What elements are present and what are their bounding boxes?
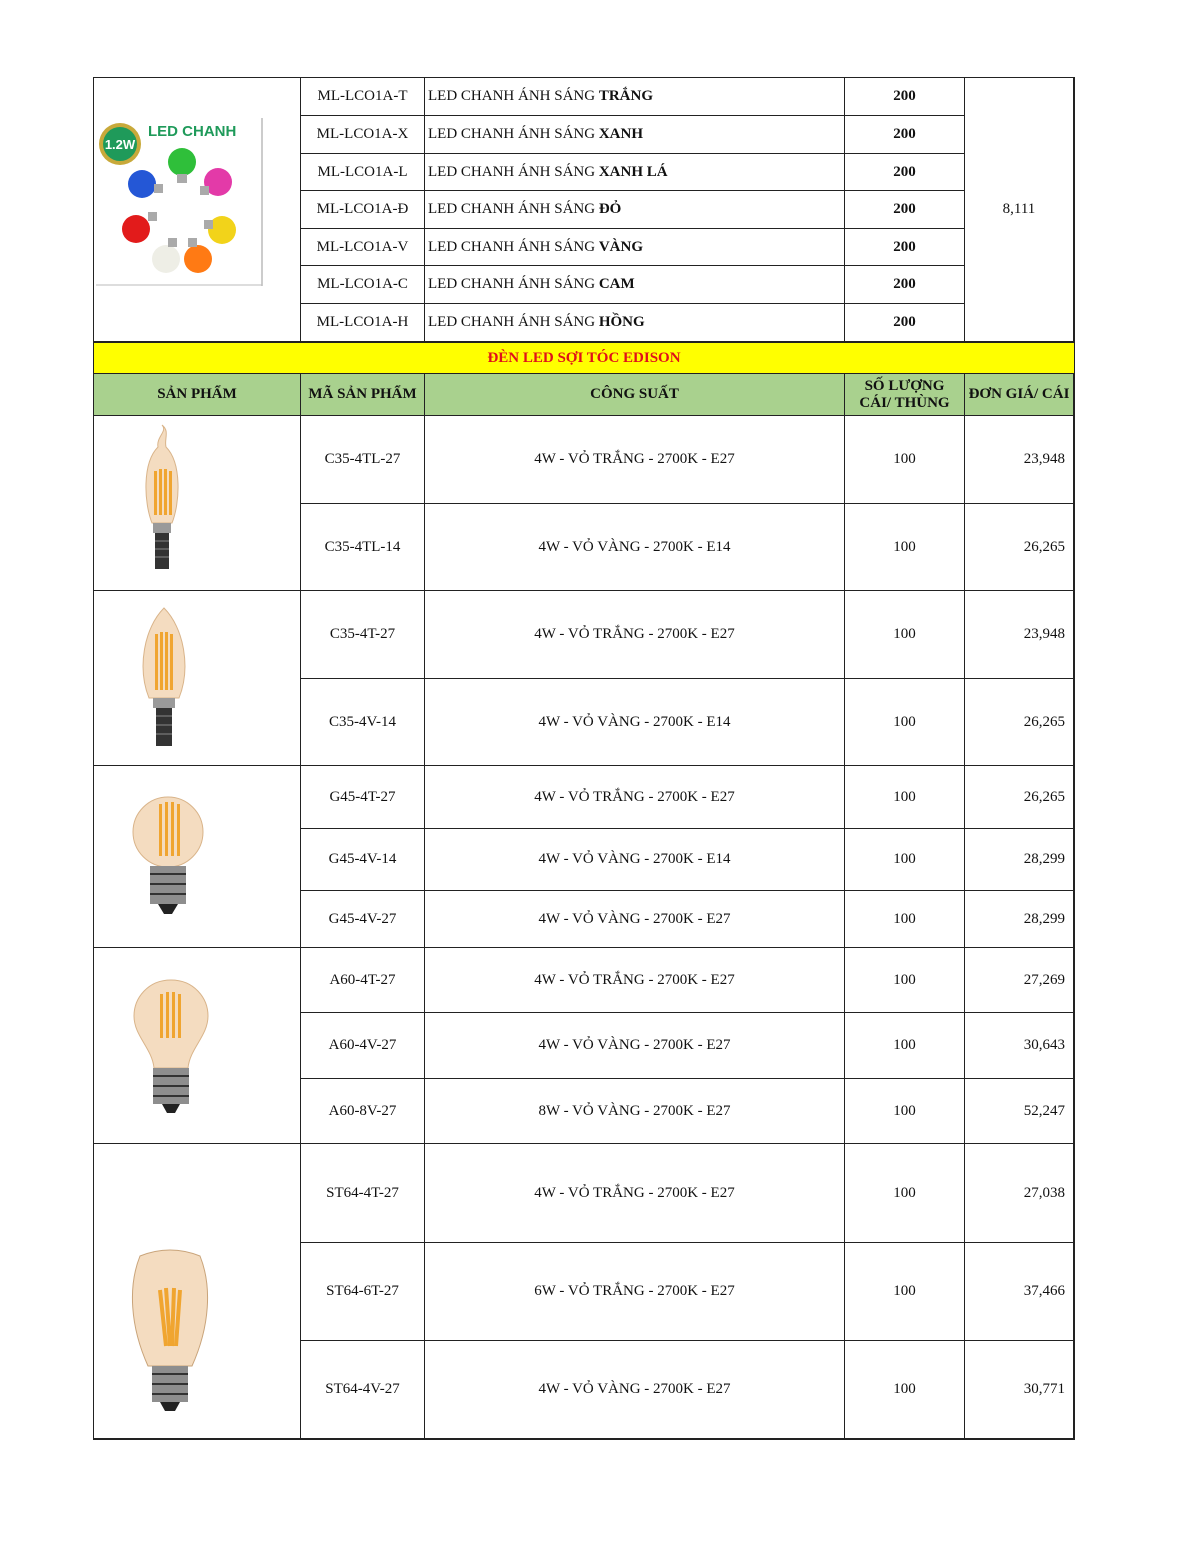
- product-power-text: 4W - VỎ VÀNG - 2700K - E14: [538, 851, 731, 867]
- product-price: [965, 1341, 1074, 1439]
- product-price: [965, 948, 1074, 1013]
- product-power: [425, 766, 845, 829]
- product-price: [965, 1144, 1074, 1243]
- led-chanh-desc: [425, 229, 845, 266]
- desc-color: ĐỎ: [598, 201, 622, 217]
- led-chanh-qty: [845, 266, 965, 304]
- product-code: [301, 679, 425, 766]
- product-code: [301, 948, 425, 1013]
- st64-bulb-icon: [120, 1246, 220, 1416]
- header-code: [301, 374, 425, 416]
- svg-text:1.2W: 1.2W: [104, 137, 136, 152]
- qty-text: 200: [893, 163, 916, 180]
- candle-bulb-icon: [129, 598, 199, 758]
- product-power-text: 4W - VỎ VÀNG - 2700K - E27: [538, 910, 731, 927]
- desc-text: [428, 88, 653, 105]
- badge-icon: [99, 123, 141, 165]
- product-image-cell-st64: [94, 1144, 301, 1439]
- product-price-text: 37,466: [1023, 1283, 1065, 1299]
- led-chanh-desc: [425, 116, 845, 154]
- globe-bulb-icon: [128, 792, 208, 922]
- desc-color: TRẮNG: [598, 88, 654, 104]
- desc-color: XANH LÁ: [598, 163, 668, 180]
- code-text: ML-LCO1A-L: [317, 163, 408, 180]
- product-image-cell-c35-flame: [94, 416, 301, 591]
- code-text: ML-LCO1A-X: [316, 126, 409, 142]
- product-qty-text: 100: [893, 1102, 916, 1119]
- product-price: [965, 504, 1074, 591]
- header-qty: [845, 374, 965, 416]
- product-power-text: 4W - VỎ VÀNG - 2700K - E27: [538, 1381, 731, 1397]
- desc-color: CAM: [598, 276, 635, 292]
- product-power-text: 4W - VỎ VÀNG - 2700K - E14: [538, 538, 731, 555]
- product-qty-text: 100: [893, 1283, 916, 1299]
- led-chanh-qty: [845, 304, 965, 342]
- product-power-text: 8W - VỎ VÀNG - 2700K - E27: [538, 1102, 731, 1119]
- code-text: ML-LCO1A-Đ: [316, 201, 409, 217]
- product-qty-text: 100: [893, 1184, 916, 1201]
- product-qty-text: 100: [893, 1037, 916, 1053]
- led-chanh-code: [301, 229, 425, 266]
- header-price: [965, 374, 1074, 416]
- desc-text: [428, 201, 621, 218]
- desc-prefix: LED CHANH ÁNH SÁNG: [428, 201, 599, 217]
- product-qty-text: 100: [893, 971, 916, 988]
- desc-prefix: LED CHANH ÁNH SÁNG: [428, 276, 599, 292]
- product-price-text: 52,247: [1023, 1102, 1065, 1119]
- product-code-text: A60-4T-27: [329, 971, 396, 988]
- product-code: [301, 1079, 425, 1144]
- desc-color: HỒNG: [598, 314, 645, 330]
- product-power-text: 4W - VỎ TRẮNG - 2700K - E27: [534, 971, 735, 988]
- led-chanh-qty: [845, 78, 965, 116]
- product-power-text: 4W - VỎ VÀNG - 2700K - E14: [538, 713, 731, 730]
- qty-text: 200: [893, 314, 916, 330]
- header-product-label: SẢN PHẨM: [157, 386, 237, 402]
- product-power: [425, 1079, 845, 1144]
- product-price: [965, 829, 1074, 891]
- led-chanh-desc: [425, 191, 845, 229]
- product-code: [301, 416, 425, 504]
- desc-color: VÀNG: [598, 238, 644, 255]
- product-code: [301, 591, 425, 679]
- led-chanh-desc: [425, 154, 845, 191]
- product-price: [965, 891, 1074, 948]
- product-image-cell-g45: [94, 766, 301, 948]
- product-qty: [845, 891, 965, 948]
- qty-text: 200: [893, 88, 916, 104]
- product-qty: [845, 679, 965, 766]
- header-qty-line2: CÁI/ THÙNG: [859, 394, 950, 411]
- product-price-text: 28,299: [1023, 910, 1065, 927]
- product-code-text: ST64-4T-27: [326, 1184, 399, 1201]
- qty-text: 200: [893, 276, 916, 292]
- product-code: [301, 891, 425, 948]
- product-code-text: ST64-4V-27: [325, 1381, 400, 1397]
- product-power-text: 4W - VỎ VÀNG - 2700K - E27: [538, 1037, 731, 1053]
- product-price-text: 26,265: [1023, 713, 1065, 730]
- product-qty-text: 100: [893, 626, 916, 642]
- product-image-cell-c35-candle: [94, 591, 301, 766]
- product-code: [301, 1243, 425, 1341]
- header-power: [425, 374, 845, 416]
- product-price: [965, 1243, 1074, 1341]
- product-power: [425, 504, 845, 591]
- product-power: [425, 1341, 845, 1439]
- product-power: [425, 591, 845, 679]
- qty-text: 200: [893, 238, 916, 255]
- led-chanh-code: [301, 266, 425, 304]
- unit-price-value: 8,111: [1002, 201, 1036, 217]
- product-price: [965, 591, 1074, 679]
- product-code-text: C35-4TL-27: [324, 451, 401, 467]
- product-price-text: 23,948: [1023, 451, 1065, 467]
- product-qty: [845, 1243, 965, 1341]
- product-qty: [845, 416, 965, 504]
- product-power-text: 4W - VỎ TRẮNG - 2700K - E27: [534, 626, 735, 642]
- product-power: [425, 679, 845, 766]
- desc-prefix: LED CHANH ÁNH SÁNG: [428, 238, 599, 255]
- product-power-text: 4W - VỎ TRẮNG - 2700K - E27: [534, 788, 735, 805]
- product-qty-text: 100: [893, 451, 916, 467]
- desc-prefix: LED CHANH ÁNH SÁNG: [428, 126, 599, 142]
- product-price: [965, 1079, 1074, 1144]
- product-code-text: ST64-6T-27: [326, 1283, 399, 1299]
- led-chanh-desc: [425, 78, 845, 116]
- led-chanh-qty: [845, 191, 965, 229]
- product-code-text: A60-4V-27: [328, 1037, 397, 1053]
- product-price-text: 27,038: [1023, 1184, 1065, 1201]
- desc-color: XANH: [598, 126, 644, 142]
- header-product: [94, 374, 301, 416]
- qty-text: 200: [893, 126, 916, 142]
- product-qty: [845, 948, 965, 1013]
- product-qty: [845, 1144, 965, 1243]
- led-chanh-product-image: [96, 114, 264, 286]
- header-power-label: CÔNG SUẤT: [590, 386, 679, 402]
- led-chanh-qty: [845, 154, 965, 191]
- desc-text: [428, 314, 645, 331]
- product-qty-text: 100: [893, 713, 916, 730]
- product-price-text: 26,265: [1023, 788, 1065, 805]
- product-code: [301, 1013, 425, 1079]
- product-code-text: C35-4V-14: [329, 713, 396, 730]
- product-code-text: C35-4TL-14: [324, 538, 401, 555]
- product-power: [425, 416, 845, 504]
- product-price: [965, 416, 1074, 504]
- product-code: [301, 1144, 425, 1243]
- product-price: [965, 766, 1074, 829]
- desc-text: [428, 164, 668, 181]
- product-power: [425, 948, 845, 1013]
- led-chanh-code: [301, 191, 425, 229]
- led-chanh-desc: [425, 304, 845, 342]
- qty-text: 200: [893, 201, 916, 217]
- desc-text: [428, 239, 643, 256]
- product-qty-text: 100: [893, 851, 916, 867]
- product-power: [425, 829, 845, 891]
- header-price-label: ĐƠN GIÁ/ CÁI: [968, 386, 1070, 402]
- product-code-text: G45-4V-27: [328, 910, 397, 927]
- led-chanh-qty: [845, 229, 965, 266]
- code-text: ML-LCO1A-C: [317, 276, 408, 292]
- led-chanh-code: [301, 78, 425, 116]
- product-power-text: 4W - VỎ TRẮNG - 2700K - E27: [534, 1184, 735, 1201]
- led-chanh-image-cell: [94, 78, 301, 342]
- led-chanh-desc: [425, 266, 845, 304]
- product-price-text: 30,771: [1023, 1381, 1065, 1397]
- product-code-text: G45-4T-27: [329, 788, 396, 805]
- product-code-text: A60-8V-27: [328, 1102, 397, 1119]
- desc-prefix: LED CHANH ÁNH SÁNG: [428, 88, 599, 104]
- led-chanh-unit-price: [965, 78, 1074, 342]
- led-chanh-code: [301, 154, 425, 191]
- product-power: [425, 891, 845, 948]
- product-power: [425, 1243, 845, 1341]
- code-text: ML-LCO1A-T: [317, 88, 408, 104]
- code-text: ML-LCO1A-H: [316, 314, 409, 330]
- product-image-cell-a60: [94, 948, 301, 1144]
- product-code-text: C35-4T-27: [329, 626, 396, 642]
- led-chanh-code: [301, 304, 425, 342]
- product-qty: [845, 1341, 965, 1439]
- section-title-banner: [94, 342, 1074, 374]
- led-chanh-qty: [845, 116, 965, 154]
- product-code-text: G45-4V-14: [328, 851, 397, 867]
- svg-text:LED CHANH: LED CHANH: [148, 123, 237, 140]
- product-qty-text: 100: [893, 910, 916, 927]
- header-qty-line1: SỐ LƯỢNG: [864, 377, 945, 394]
- product-price: [965, 679, 1074, 766]
- flame-tip-bulb-icon: [132, 423, 192, 583]
- product-power-text: 6W - VỎ TRẮNG - 2700K - E27: [534, 1283, 735, 1299]
- product-code: [301, 766, 425, 829]
- product-code: [301, 829, 425, 891]
- product-power: [425, 1013, 845, 1079]
- header-code-label: MÃ SẢN PHẨM: [308, 386, 417, 402]
- product-qty-text: 100: [893, 1381, 916, 1397]
- product-qty-text: 100: [893, 538, 916, 555]
- led-chanh-code: [301, 116, 425, 154]
- product-qty: [845, 591, 965, 679]
- desc-text: [428, 276, 635, 293]
- product-price: [965, 1013, 1074, 1079]
- a60-bulb-icon: [128, 976, 214, 1116]
- product-price-text: 23,948: [1023, 626, 1065, 642]
- product-power: [425, 1144, 845, 1243]
- product-code: [301, 504, 425, 591]
- product-qty-text: 100: [893, 788, 916, 805]
- product-qty: [845, 1013, 965, 1079]
- product-qty: [845, 504, 965, 591]
- desc-text: [428, 126, 643, 143]
- section-title: ĐÈN LED SỢI TÓC EDISON: [487, 349, 681, 366]
- product-qty: [845, 1079, 965, 1144]
- product-code: [301, 1341, 425, 1439]
- product-price-text: 26,265: [1023, 538, 1065, 555]
- product-qty: [845, 766, 965, 829]
- product-price-text: 30,643: [1023, 1037, 1065, 1053]
- desc-prefix: LED CHANH ÁNH SÁNG: [428, 163, 599, 180]
- code-text: ML-LCO1A-V: [316, 238, 409, 255]
- product-price-text: 28,299: [1023, 851, 1065, 867]
- product-qty: [845, 829, 965, 891]
- desc-prefix: LED CHANH ÁNH SÁNG: [428, 314, 599, 330]
- product-power-text: 4W - VỎ TRẮNG - 2700K - E27: [534, 451, 735, 467]
- product-price-text: 27,269: [1023, 971, 1065, 988]
